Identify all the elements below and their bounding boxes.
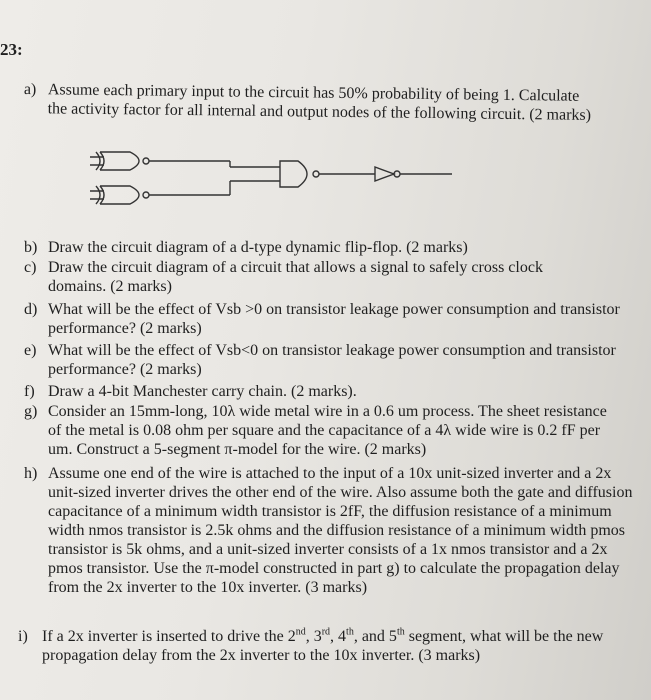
nor-gate-top [90,152,280,170]
question-d: d) What will be the effect of Vsb >0 on transistor leakage power consumption and transistor performance? (2 marks) [24,301,620,337]
question-h: h) Assume one end of the wire is attached to the input of a 10x unit-sized inverter and a 2x unit-sized inverter drives the other end of the wire. Also assume both the gate and diffusion capacitance of a minimum width transistor is 2fF, the diffusion resistance of a minimum width nmos transistor is 2.5k ohms and the diffusion resistance of a minimum width pmos transistor is 5k ohms, and a unit-sized inverter consists of a 1x nmos transistor and a 2x pmos transistor. Use the π-model constructed in part g) to calculate the propagation delay from the 2x inverter to the 10x inverter. (3 marks) [24,465,633,596]
question-b: b) Draw the circuit diagram of a d-type dynamic flip-flop. (2 marks) [24,239,468,256]
question-c: c) Draw the circuit diagram of a circuit that allows a signal to safely cross clock domains. (2 marks) [24,259,543,295]
inverter [375,167,452,181]
logic-circuit-diagram [90,148,460,218]
item-text: Assume each primary input to the circuit has 50% probability of being 1. Calculate the activity factor for all internal and output nodes of the following circuit. (2 marks) [47,81,592,124]
nor-gate-bottom [90,181,280,204]
question-label: 23: [0,40,23,59]
nand-gate [280,161,375,187]
question-e: e) What will be the effect of Vsb<0 on transistor leakage power consumption and transistor performance? (2 marks) [24,342,616,378]
item-label: a) [23,80,37,99]
question-f: f) Draw a 4-bit Manchester carry chain. (2 marks). [24,383,357,400]
question-i: i) If a 2x inverter is inserted to drive the 2nd, 3rd, 4th, and 5th segment, what will be the new propagation delay from the 2x inverter to the 10x inverter. (3 marks) [18,626,604,664]
question-a [24,80,594,125]
question-g: g) Consider an 15mm-long, 10λ wide metal wire in a 0.6 um process. The sheet resistance of the metal is 0.08 ohm per square and the capacitance of a 4λ wide wire is 0.2 fF per um. Construct a 5-segment π-model for the wire. (2 marks) [24,403,607,458]
